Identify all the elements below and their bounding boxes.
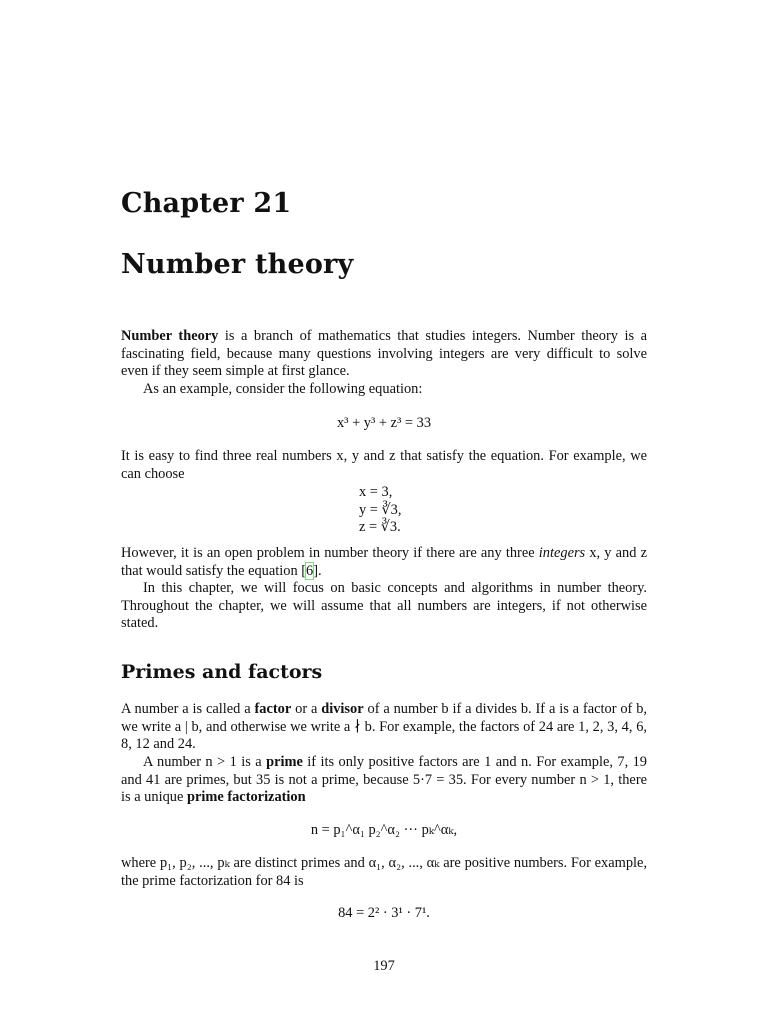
chapter-title: Number theory [121, 249, 354, 280]
intro-paragraph-3: It is easy to find three real numbers x, y and z that satisfy the equation. For example, we can choose [121, 448, 647, 482]
intro-paragraph-4-text-a: However, it is an open problem in number theory if there are any three [121, 545, 539, 561]
section-paragraph-1 [121, 701, 647, 754]
term-prime: prime [266, 754, 303, 770]
section-paragraph-2-text-a: A number n > 1 is a [143, 754, 267, 770]
term-number-theory: Number theory [121, 328, 219, 344]
section-paragraph-1-text-c: of a number b if a divides b. If a is a factor of b, we write a | b, and otherwise we write a ∤ b. For example, the factors of 24 are 1, 2, 3, 4, 6, 8, 12 and 24. [121, 701, 648, 753]
intro-paragraph-1-text: is a branch of mathematics that studies integers. Number theory is a fascinating field, because many questions involving integers are very difficult to solve even if they seem simple at first glance. [121, 328, 647, 380]
intro-paragraph-5: In this chapter, we will focus on basic concepts and algorithms in number theory. Throughout the chapter, we will assume that all numbers are integers, if not otherwise stated. [121, 580, 647, 632]
term-prime-factorization: prime factorization [186, 789, 306, 806]
section-paragraph-1-text-a: A number a is called a [121, 701, 255, 717]
equation-cubes: x³ + y³ + z³ = 33 [336, 415, 432, 431]
emphasis-integers: integers [538, 545, 586, 561]
book-page [121, 0, 647, 1024]
equation-choice-y: y = ∛3, [359, 501, 402, 518]
citation-link[interactable]: 6 [306, 562, 314, 579]
intro-paragraph-4-text-b: x, y and z that would satisfy the equation [ [121, 545, 647, 579]
intro-paragraph-1 [121, 328, 647, 381]
equation-choice [359, 484, 401, 537]
section-title: Primes and factors [121, 661, 323, 683]
section-paragraph-1-text-b: or a [291, 701, 322, 717]
intro-paragraph-4 [121, 545, 647, 580]
section-paragraph-3: where p₁, p₂, ..., pₖ are distinct primes and α₁, α₂, ..., αₖ are positive numbers. For example, the prime factorization for 84 is [121, 855, 647, 889]
chapter-number: Chapter 21 [121, 188, 292, 219]
intro-paragraph-2: As an example, consider the following equation: [143, 381, 423, 397]
equation-choice-z: z = ∛3. [359, 519, 401, 536]
equation-factorization: n = p₁^α₁ p₂^α₂ ··· pₖ^αₖ, [310, 822, 458, 838]
section-paragraph-2 [121, 754, 647, 807]
term-factor: factor [254, 701, 292, 717]
term-divisor: divisor [321, 701, 364, 717]
equation-84: 84 = 2² · 3¹ · 7¹. [338, 905, 430, 921]
section-paragraph-2-text-b: if its only positive factors are 1 and n. For example, 7, 19 and 41 are primes, but 35 is not a prime, because 5·7 = 35. For every number n > 1, there is a unique [121, 754, 648, 806]
intro-paragraph-4-text-c: ]. [313, 562, 322, 579]
equation-choice-x: x = 3, [359, 484, 393, 500]
page-number: 197 [373, 958, 395, 974]
